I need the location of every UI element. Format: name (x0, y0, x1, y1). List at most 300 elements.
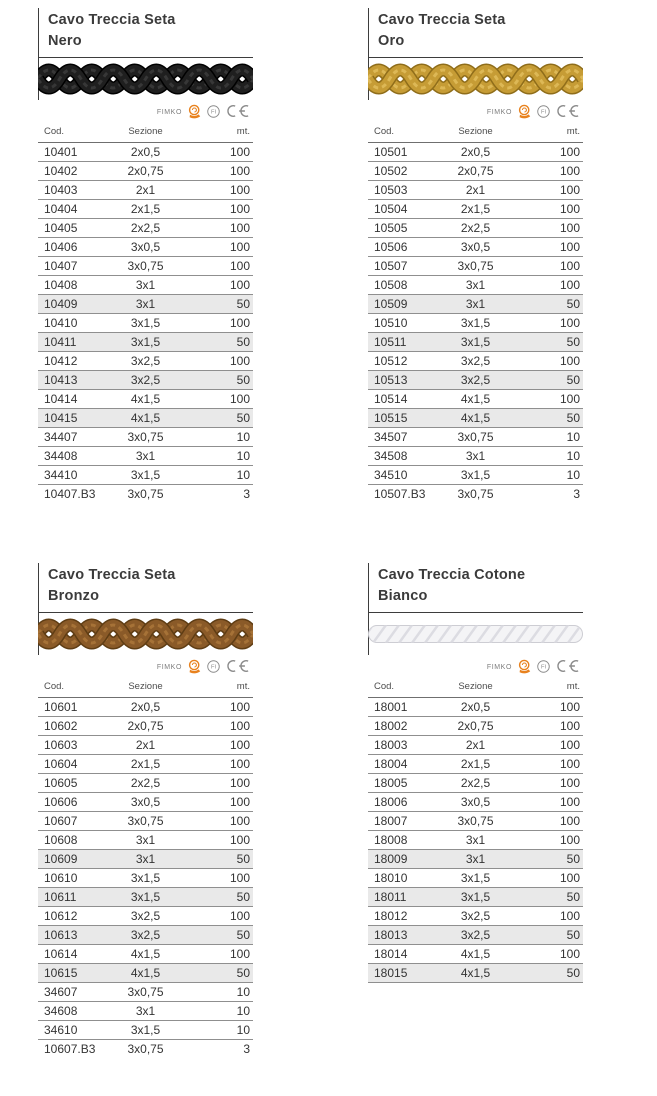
certifications-row (38, 101, 253, 121)
cell-sezione: 2x1 (465, 183, 486, 197)
cell-sezione: 2x2,5 (460, 221, 491, 235)
cell-cod: 10511 (374, 335, 407, 349)
cell-mt: 100 (229, 776, 250, 790)
table-row (368, 466, 583, 485)
table-row (368, 409, 583, 428)
table-row (368, 200, 583, 219)
imq-icon (187, 659, 202, 674)
cell-mt: 100 (559, 316, 580, 330)
cell-mt: 10 (236, 449, 250, 463)
cell-cod: 18010 (374, 871, 408, 885)
cell-sezione: 4x1,5 (460, 947, 491, 961)
cell-cod: 10407 (44, 259, 78, 273)
cell-sezione: 4x1,5 (460, 411, 491, 425)
cell-mt: 100 (559, 183, 580, 197)
cell-sezione: 4x1,5 (130, 966, 161, 980)
cell-mt: 100 (559, 795, 580, 809)
col-header-mt: mt. (236, 126, 250, 137)
table-row (38, 793, 253, 812)
cell-mt: 100 (559, 259, 580, 273)
cell-cod: 10601 (44, 700, 78, 714)
table-row (38, 238, 253, 257)
table-row (38, 143, 253, 162)
fi-icon (207, 660, 220, 673)
cell-sezione: 2x1,5 (460, 202, 491, 216)
cell-cod: 10605 (44, 776, 78, 790)
cell-sezione: 3x1 (465, 297, 486, 311)
cell-sezione: 3x0,75 (457, 430, 494, 444)
cell-sezione: 3x2,5 (460, 928, 491, 942)
cell-mt: 100 (229, 278, 250, 292)
cell-sezione: 2x0,5 (460, 700, 491, 714)
table-row (368, 428, 583, 447)
col-header-sezione: Sezione (458, 126, 493, 137)
table-row (38, 983, 253, 1002)
product-section-oro (368, 8, 583, 504)
imq-icon (517, 659, 532, 674)
cell-mt: 100 (559, 700, 580, 714)
cell-mt: 100 (229, 240, 250, 254)
cell-cod: 34408 (44, 449, 78, 463)
table-row (368, 717, 583, 736)
cell-mt: 100 (559, 392, 580, 406)
cell-mt: 100 (559, 145, 580, 159)
col-header-sezione: Sezione (128, 681, 163, 692)
certifications-row (368, 656, 583, 676)
fi-icon-text: FI (210, 664, 217, 671)
table-row (368, 352, 583, 371)
cell-mt: 50 (236, 411, 250, 425)
fimko-label: FIMKO (486, 108, 512, 116)
cell-cod: 10507.B3 (374, 487, 426, 502)
cell-sezione: 3x0,75 (127, 430, 164, 444)
cell-mt: 10 (236, 985, 250, 999)
table-row (38, 181, 253, 200)
cell-cod: 10607.B3 (44, 1042, 96, 1057)
cell-cod: 34608 (44, 1004, 78, 1018)
cell-mt: 100 (559, 221, 580, 235)
cell-cod: 10510 (374, 316, 408, 330)
cell-cod: 10507 (374, 259, 408, 273)
table-row (368, 926, 583, 945)
cell-cod: 10509 (374, 297, 408, 311)
table-row (38, 907, 253, 926)
spec-table (368, 678, 583, 983)
imq-icon (187, 104, 202, 119)
cell-cod: 10604 (44, 757, 78, 771)
cell-cod: 10615 (44, 966, 78, 980)
cell-cod: 18005 (374, 776, 408, 790)
cell-sezione: 4x1,5 (460, 966, 491, 980)
cell-cod: 18001 (374, 700, 408, 714)
product-media (368, 8, 583, 100)
cell-mt: 10 (236, 1023, 250, 1037)
cell-cod: 10401 (44, 145, 78, 159)
cell-mt: 100 (559, 757, 580, 771)
cell-sezione: 3x1,5 (130, 1023, 161, 1037)
cell-sezione: 2x0,75 (457, 719, 494, 733)
cell-sezione: 3x1 (465, 278, 486, 292)
product-media (38, 563, 253, 655)
table-header-row (368, 123, 583, 143)
cell-sezione: 2x1,5 (460, 757, 491, 771)
cell-cod: 18013 (374, 928, 408, 942)
table-row (368, 257, 583, 276)
cell-cod: 10503 (374, 183, 408, 197)
cell-sezione: 2x0,5 (130, 145, 161, 159)
table-row (368, 907, 583, 926)
cell-cod: 18014 (374, 947, 408, 961)
cell-mt: 100 (229, 202, 250, 216)
spec-table (38, 123, 253, 504)
table-row (368, 447, 583, 466)
cell-sezione: 3x0,5 (460, 795, 491, 809)
table-row (38, 926, 253, 945)
cell-sezione: 3x0,75 (457, 487, 494, 502)
table-row (38, 390, 253, 409)
fi-icon-text: FI (540, 664, 547, 671)
table-body (38, 143, 253, 504)
cell-cod: 34510 (374, 468, 408, 482)
table-header-row (38, 678, 253, 698)
cell-cod: 34507 (374, 430, 408, 444)
cell-cod: 10607 (44, 814, 78, 828)
table-row (38, 774, 253, 793)
table-row (38, 945, 253, 964)
cell-mt: 100 (559, 719, 580, 733)
cell-sezione: 3x2,5 (130, 354, 161, 368)
table-row (38, 736, 253, 755)
cell-mt: 100 (229, 164, 250, 178)
imq-icon (517, 104, 532, 119)
table-row (368, 774, 583, 793)
cell-mt: 100 (229, 947, 250, 961)
cell-sezione: 2x1 (465, 738, 486, 752)
fimko-label: FIMKO (486, 663, 512, 671)
cell-cod: 10415 (44, 411, 78, 425)
table-row (368, 295, 583, 314)
product-family-name: Cavo Treccia Seta (48, 12, 176, 28)
cell-mt: 100 (229, 814, 250, 828)
fi-icon (537, 105, 550, 118)
cell-cod: 10502 (374, 164, 408, 178)
cell-cod: 10614 (44, 947, 78, 961)
table-row (38, 333, 253, 352)
cell-mt: 100 (559, 947, 580, 961)
table-row (38, 371, 253, 390)
table-row (38, 888, 253, 907)
table-row (38, 755, 253, 774)
table-row (38, 698, 253, 717)
cell-cod: 18011 (374, 890, 407, 904)
table-body (38, 698, 253, 1059)
table-row (38, 162, 253, 181)
cell-sezione: 3x0,75 (127, 1042, 164, 1057)
cell-cod: 10612 (44, 909, 78, 923)
cable-image (38, 613, 253, 655)
cell-mt: 50 (566, 297, 580, 311)
cell-cod: 10514 (374, 392, 408, 406)
cell-cod: 18006 (374, 795, 408, 809)
table-row (368, 831, 583, 850)
cell-mt: 100 (229, 183, 250, 197)
cell-cod: 10501 (374, 145, 408, 159)
col-header-cod: Cod. (374, 126, 395, 137)
cell-cod: 18012 (374, 909, 408, 923)
cell-sezione: 2x0,5 (460, 145, 491, 159)
cell-mt: 100 (559, 833, 580, 847)
cell-sezione: 2x1,5 (130, 202, 161, 216)
cell-sezione: 4x1,5 (460, 392, 491, 406)
cell-cod: 10609 (44, 852, 78, 866)
cell-sezione: 3x0,75 (127, 985, 164, 999)
fi-icon (207, 105, 220, 118)
certifications-row (38, 656, 253, 676)
cell-sezione: 3x1 (135, 297, 156, 311)
cell-sezione: 3x1 (465, 852, 486, 866)
cell-cod: 10410 (44, 316, 78, 330)
fimko-label: FIMKO (156, 108, 182, 116)
table-row (38, 352, 253, 371)
cell-mt: 100 (559, 354, 580, 368)
cell-cod: 10403 (44, 183, 78, 197)
cell-cod: 10402 (44, 164, 78, 178)
table-row (368, 390, 583, 409)
cell-cod: 18007 (374, 814, 408, 828)
cell-cod: 18015 (374, 966, 408, 980)
cell-mt: 50 (566, 411, 580, 425)
cell-sezione: 4x1,5 (130, 392, 161, 406)
cell-cod: 10506 (374, 240, 408, 254)
ce-icon (555, 104, 580, 118)
cell-cod: 18004 (374, 757, 408, 771)
cell-mt: 10 (566, 430, 580, 444)
cell-mt: 3 (243, 1042, 250, 1057)
table-row (368, 238, 583, 257)
product-title (369, 563, 583, 612)
cell-cod: 10412 (44, 354, 78, 368)
cell-mt: 100 (229, 719, 250, 733)
cell-mt: 100 (229, 909, 250, 923)
table-row (38, 831, 253, 850)
col-header-cod: Cod. (44, 681, 65, 692)
cell-sezione: 3x2,5 (130, 909, 161, 923)
fi-icon-text: FI (540, 109, 547, 116)
cell-cod: 10611 (44, 890, 77, 904)
cell-mt: 50 (236, 890, 250, 904)
table-body (368, 143, 583, 504)
table-row (368, 793, 583, 812)
cell-sezione: 4x1,5 (130, 947, 161, 961)
cell-mt: 50 (236, 966, 250, 980)
table-row (38, 1002, 253, 1021)
cell-cod: 34610 (44, 1023, 78, 1037)
cell-mt: 100 (559, 871, 580, 885)
cell-mt: 100 (229, 392, 250, 406)
cell-cod: 18008 (374, 833, 408, 847)
product-family-name: Cavo Treccia Seta (378, 12, 506, 28)
table-row (38, 295, 253, 314)
table-row (368, 485, 583, 504)
product-family-name: Cavo Treccia Cotone (378, 567, 526, 583)
cell-sezione: 3x2,5 (130, 373, 161, 387)
product-title (39, 563, 253, 612)
cell-mt: 100 (229, 871, 250, 885)
cell-mt: 100 (229, 795, 250, 809)
cell-sezione: 2x2,5 (460, 776, 491, 790)
cell-mt: 10 (566, 468, 580, 482)
cell-cod: 18003 (374, 738, 408, 752)
col-header-mt: mt. (566, 126, 580, 137)
table-row (368, 869, 583, 888)
col-header-mt: mt. (236, 681, 250, 692)
cell-mt: 100 (559, 738, 580, 752)
col-header-sezione: Sezione (128, 126, 163, 137)
cell-mt: 100 (229, 316, 250, 330)
table-row (38, 276, 253, 295)
cell-sezione: 3x1,5 (130, 871, 161, 885)
cell-cod: 34508 (374, 449, 408, 463)
cell-sezione: 2x0,75 (127, 719, 164, 733)
cell-mt: 100 (229, 145, 250, 159)
cell-mt: 50 (566, 966, 580, 980)
cell-sezione: 2x1 (135, 183, 156, 197)
cell-sezione: 2x2,5 (130, 221, 161, 235)
cable-image (368, 613, 583, 655)
spec-table (368, 123, 583, 504)
cell-sezione: 3x1 (135, 852, 156, 866)
cell-sezione: 3x1,5 (460, 890, 491, 904)
cell-sezione: 2x0,75 (457, 164, 494, 178)
cell-sezione: 2x1 (135, 738, 156, 752)
spec-table (38, 678, 253, 1059)
cell-sezione: 3x1,5 (130, 316, 161, 330)
cell-cod: 10613 (44, 928, 78, 942)
fi-icon (537, 660, 550, 673)
product-color-name: Nero (48, 33, 82, 49)
table-row (38, 717, 253, 736)
cell-sezione: 2x0,5 (130, 700, 161, 714)
cell-sezione: 3x1 (465, 833, 486, 847)
cell-mt: 50 (236, 297, 250, 311)
cell-sezione: 3x1,5 (130, 335, 161, 349)
cell-sezione: 3x1,5 (460, 468, 491, 482)
table-row (368, 964, 583, 983)
table-row (368, 162, 583, 181)
ce-icon (555, 659, 580, 673)
table-row (368, 219, 583, 238)
cell-cod: 10411 (44, 335, 77, 349)
cell-cod: 10409 (44, 297, 78, 311)
cell-cod: 10610 (44, 871, 78, 885)
product-color-name: Bronzo (48, 588, 100, 604)
cell-sezione: 2x2,5 (130, 776, 161, 790)
cell-sezione: 3x2,5 (460, 354, 491, 368)
fimko-label: FIMKO (156, 663, 182, 671)
table-row (38, 869, 253, 888)
cell-sezione: 3x1,5 (460, 871, 491, 885)
cell-mt: 10 (566, 449, 580, 463)
table-row (368, 276, 583, 295)
table-row (368, 736, 583, 755)
cell-sezione: 3x1,5 (460, 316, 491, 330)
cell-sezione: 3x0,75 (127, 259, 164, 273)
cell-mt: 100 (229, 354, 250, 368)
table-row (368, 850, 583, 869)
cell-mt: 100 (229, 738, 250, 752)
cell-sezione: 3x0,5 (130, 240, 161, 254)
product-title (369, 8, 583, 57)
cell-sezione: 3x1,5 (130, 468, 161, 482)
col-header-cod: Cod. (44, 126, 65, 137)
table-row (38, 314, 253, 333)
col-header-cod: Cod. (374, 681, 395, 692)
ce-icon (225, 659, 250, 673)
product-section-bronzo (38, 563, 253, 1059)
cell-mt: 100 (559, 164, 580, 178)
table-row (368, 143, 583, 162)
table-row (368, 314, 583, 333)
cell-cod: 10407.B3 (44, 487, 96, 502)
col-header-sezione: Sezione (458, 681, 493, 692)
cell-cod: 10404 (44, 202, 78, 216)
cell-cod: 10405 (44, 221, 78, 235)
table-row (38, 850, 253, 869)
table-row (368, 371, 583, 390)
cell-cod: 10603 (44, 738, 78, 752)
cell-cod: 10505 (374, 221, 408, 235)
cell-mt: 10 (236, 1004, 250, 1018)
col-header-mt: mt. (566, 681, 580, 692)
cell-cod: 34407 (44, 430, 78, 444)
table-row (38, 1040, 253, 1059)
cell-mt: 100 (559, 909, 580, 923)
table-header-row (38, 123, 253, 143)
product-family-name: Cavo Treccia Seta (48, 567, 176, 583)
cell-mt: 10 (236, 430, 250, 444)
cell-sezione: 3x2,5 (460, 909, 491, 923)
table-row (38, 1021, 253, 1040)
product-title (39, 8, 253, 57)
cell-sezione: 3x2,5 (130, 928, 161, 942)
cell-cod: 10414 (44, 392, 78, 406)
cell-mt: 50 (236, 335, 250, 349)
ce-icon (225, 104, 250, 118)
cell-sezione: 3x1,5 (130, 890, 161, 904)
table-row (368, 333, 583, 352)
cell-cod: 10515 (374, 411, 408, 425)
product-color-name: Oro (378, 33, 405, 49)
cell-sezione: 3x0,75 (127, 487, 164, 502)
cell-mt: 100 (229, 259, 250, 273)
cell-mt: 100 (559, 240, 580, 254)
product-media (38, 8, 253, 100)
cell-sezione: 3x1 (465, 449, 486, 463)
cell-cod: 10504 (374, 202, 408, 216)
cell-sezione: 3x0,75 (457, 259, 494, 273)
cell-sezione: 3x0,5 (460, 240, 491, 254)
cell-mt: 50 (566, 890, 580, 904)
table-row (368, 755, 583, 774)
cell-cod: 10602 (44, 719, 78, 733)
cell-cod: 10406 (44, 240, 78, 254)
cell-cod: 10408 (44, 278, 78, 292)
cell-mt: 50 (236, 928, 250, 942)
cell-cod: 18002 (374, 719, 408, 733)
product-color-name: Bianco (378, 588, 428, 604)
table-row (38, 447, 253, 466)
table-row (368, 698, 583, 717)
